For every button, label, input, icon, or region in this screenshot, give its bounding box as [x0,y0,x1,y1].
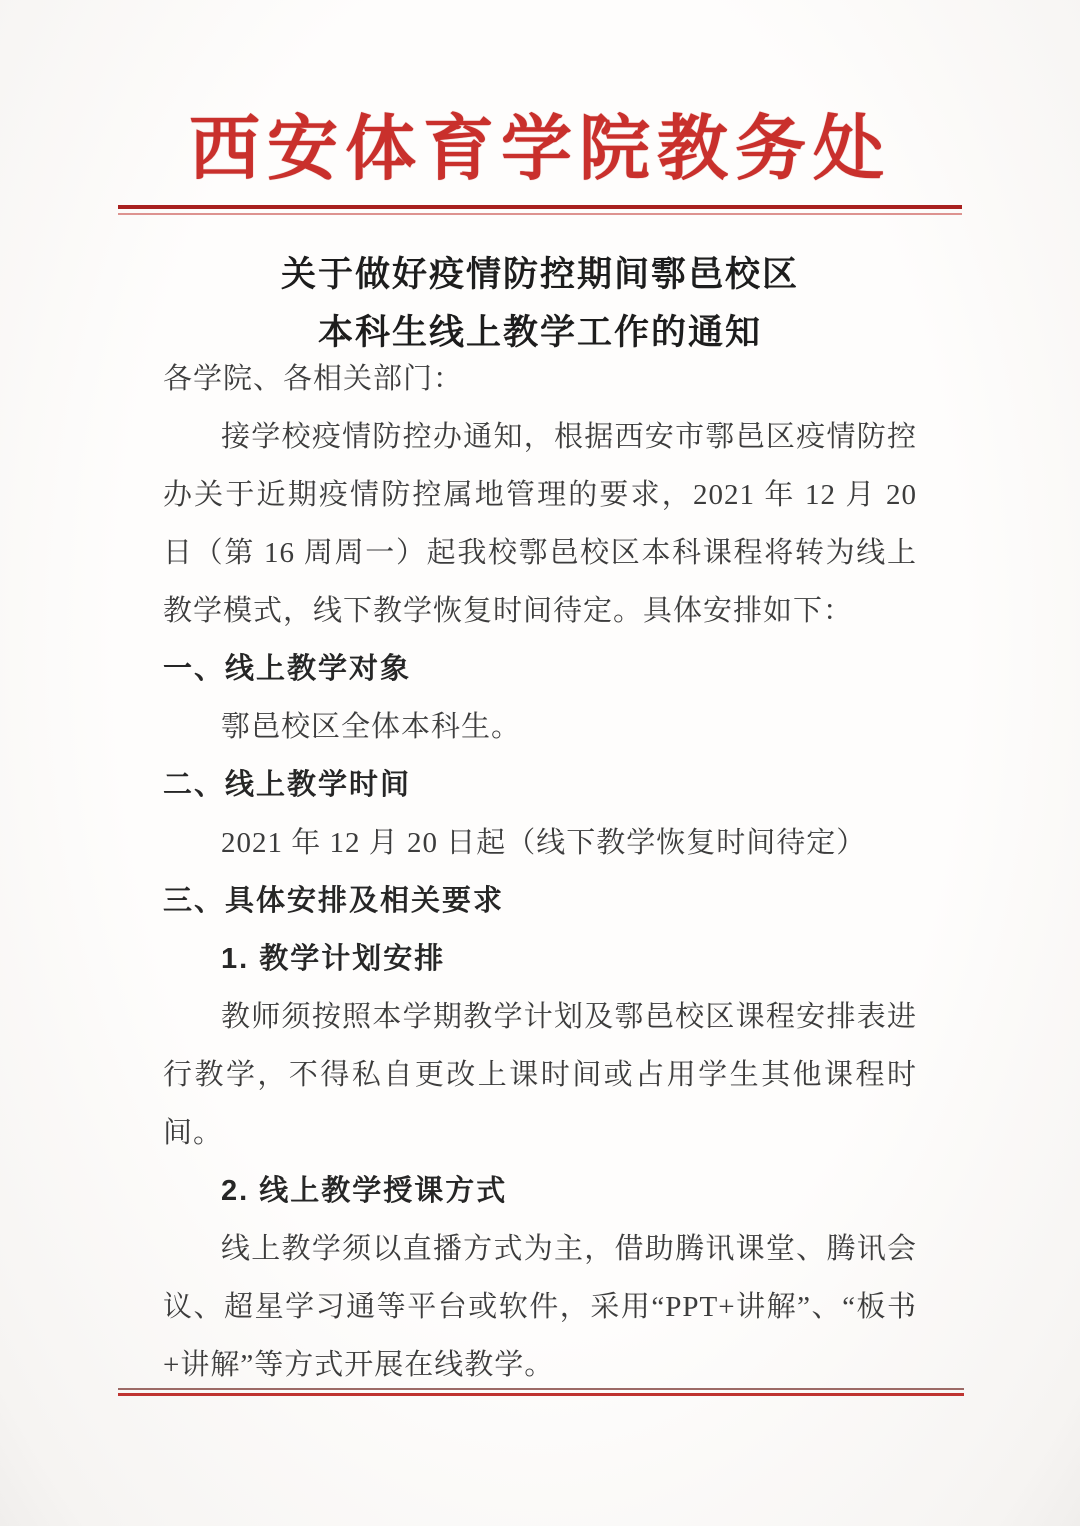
footer-double-rule [118,1388,964,1396]
doc-title-line2: 本科生线上教学工作的通知 [317,313,762,352]
salutation-line: 各学院、各相关部门： [163,363,464,395]
sub-heading: 1. 教学计划安排 [221,943,446,975]
header-double-rule [118,205,962,215]
header-rule-thick-line [118,205,962,209]
body-paragraph: 接学校疫情防控办通知，根据西安市鄠邑区疫情防控办关于近期疫情防控属地管理的要求，2021 年 12 月 20 日（第 16 周周一）起我校鄠邑校区本科课程将转为线上教学模式，线下教学恢复时间待定。具体安排如下： [163,421,917,627]
doc-title-line1: 关于做好疫情防控期间鄠邑校区 [280,255,799,294]
header-rule-thin-line [118,213,962,215]
body-paragraph: 线上教学须以直播方式为主，借助腾讯课堂、腾讯会议、超星学习通等平台或软件，采用“PPT+讲解”、“板书+讲解”等方式开展在线教学。 [163,1233,917,1381]
section-heading: 三、具体安排及相关要求 [163,885,505,917]
body-paragraph: 鄠邑校区全体本科生。 [221,711,522,743]
org-header-title: 西安体育学院教务处 [188,111,891,189]
footer-rule-thick-line [118,1393,964,1396]
footer-rule-thin-line [118,1388,964,1390]
sub-heading: 2. 线上教学授课方式 [221,1175,508,1207]
doc-title [0,246,1080,362]
body-paragraph: 2021 年 12 月 20 日起（线下教学恢复时间待定） [221,827,867,859]
doc-body [163,350,917,1394]
section-heading: 一、线上教学对象 [163,653,412,685]
section-heading: 二、线上教学时间 [163,769,412,801]
body-paragraph: 教师须按照本学期教学计划及鄠邑校区课程安排表进行教学，不得私自更改上课时间或占用学生其他课程时间。 [163,1001,917,1149]
